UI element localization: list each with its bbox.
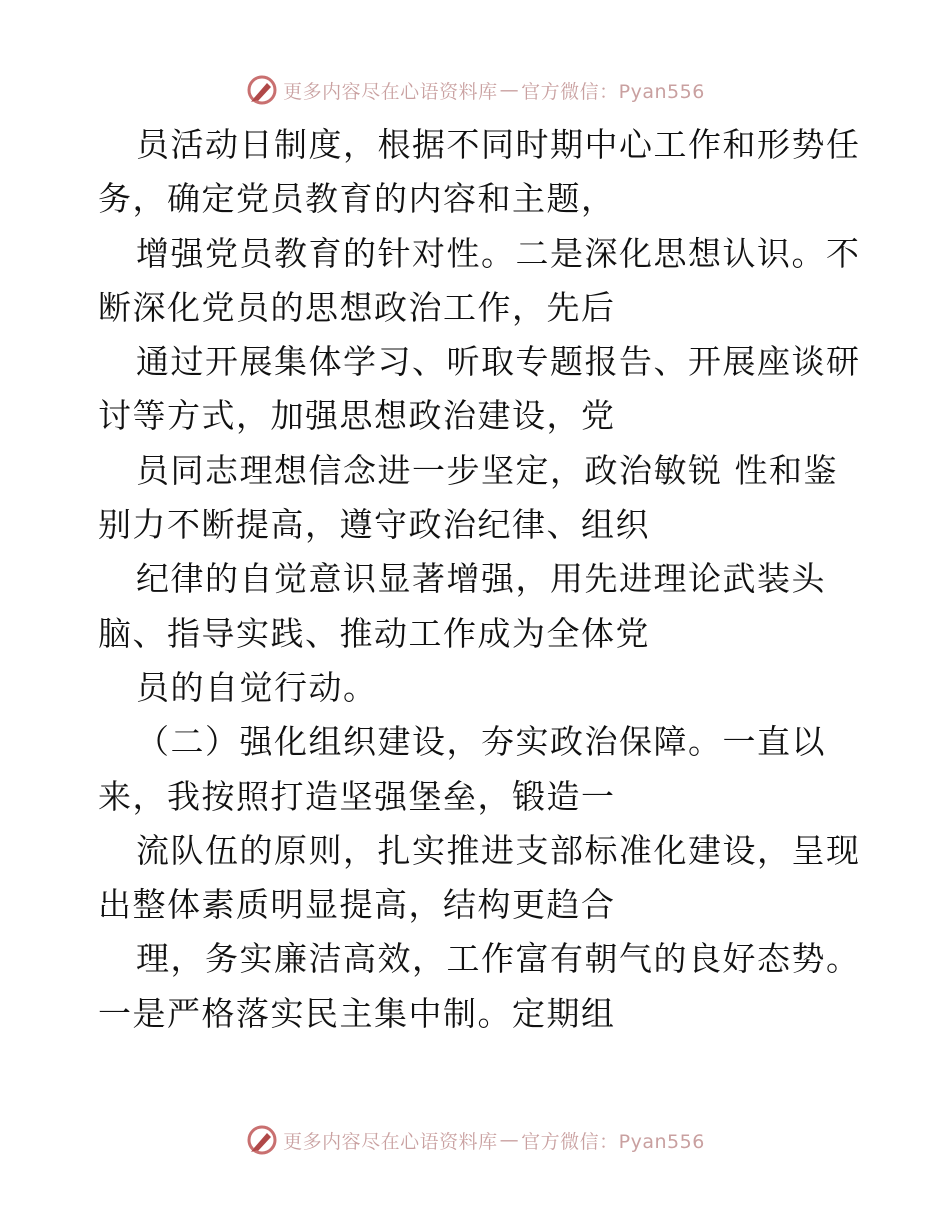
text-line: 员活动日制度，根据不同时期中心工作和形势任 — [136, 125, 861, 164]
watermark-contact: 官方微信：Pyan556 — [521, 1130, 705, 1153]
text-line: 脑、指导实践、推动工作成为全体党 — [98, 613, 650, 653]
document-body — [98, 118, 861, 1041]
text-line: 一是严格落实民主集中制。定期组 — [98, 993, 616, 1033]
text-line: 员同志理想信念进一步坚定，政治敏锐 性和鉴 — [136, 450, 838, 490]
watermark-separator: — — [499, 1129, 520, 1151]
text-line: 流队伍的原则，扎实推进支部标准化建设，呈现 — [136, 830, 861, 870]
text-line: 理，务实廉洁高效，工作富有朝气的良好态势。 — [136, 939, 861, 979]
text-line: 员的自觉行动。 — [136, 667, 378, 707]
pen-nib-circle-icon — [245, 73, 279, 107]
text-line: 断深化党员的思想政治工作，先后 — [98, 287, 616, 327]
text-line: 通过开展集体学习、听取专题报告、开展座谈研 — [136, 342, 861, 382]
text-line: （二）强化组织建设，夯实政治保障。一直以 — [136, 722, 826, 762]
watermark-text: 更多内容尽在心语资料库 — [283, 1130, 498, 1153]
watermark-text: 更多内容尽在心语资料库 — [283, 80, 498, 103]
text-line: 出整体素质明显提高，结构更趋合 — [98, 885, 616, 925]
text-line: 讨等方式，加强思想政治建设，党 — [98, 396, 616, 436]
text-line: 增强党员教育的针对性。二是深化思想认识。不 — [136, 233, 861, 273]
footer-watermark — [0, 1120, 950, 1160]
text-line: 务，确定党员教育的内容和主题， — [98, 179, 616, 219]
header-watermark — [0, 70, 950, 110]
watermark-contact: 官方微信：Pyan556 — [521, 80, 705, 103]
pen-nib-circle-icon — [245, 1123, 279, 1157]
text-line: 来，我按照打造坚强堡垒，锻造一 — [98, 776, 616, 816]
text-line: 别力不断提高，遵守政治纪律、组织 — [98, 505, 650, 545]
text-line: 纪律的自觉意识显著增强，用先进理论武装头 — [136, 559, 826, 599]
watermark-separator: — — [499, 79, 520, 101]
